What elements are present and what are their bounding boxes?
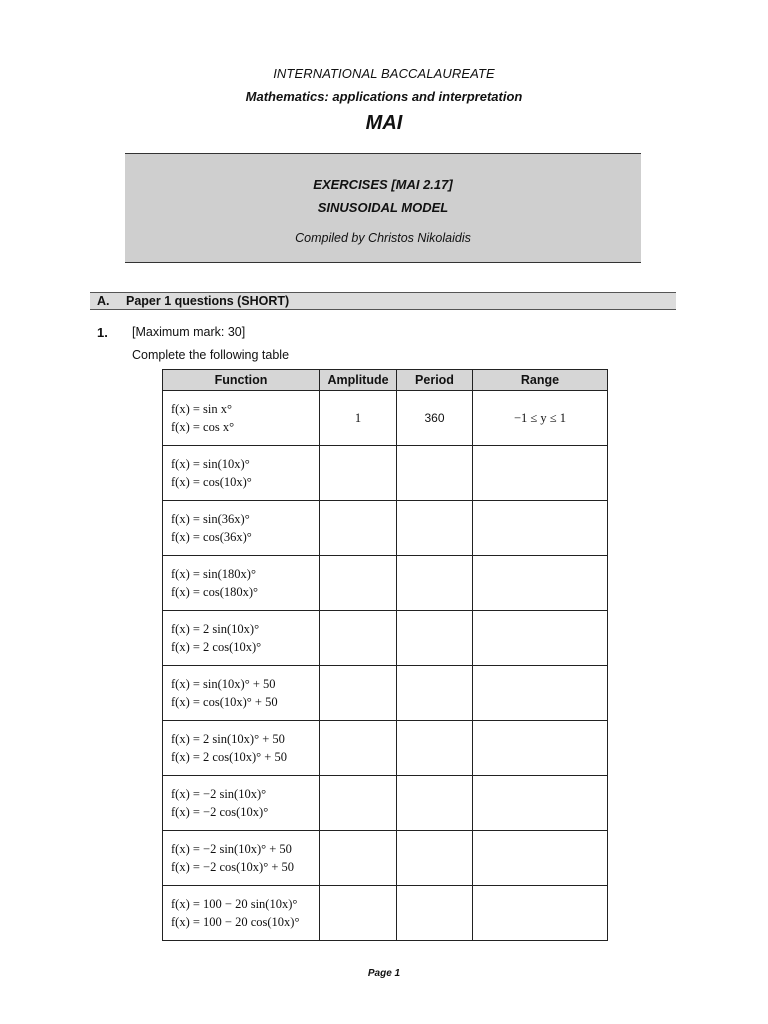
- amplitude-cell[interactable]: [320, 556, 397, 611]
- function-cell: [163, 721, 320, 776]
- function-cell: [163, 831, 320, 886]
- exercise-table: [162, 369, 608, 941]
- cosine-function: f(x) = cos x°: [171, 420, 235, 434]
- amplitude-cell[interactable]: [320, 721, 397, 776]
- exercises-title: EXERCISES [MAI 2.17]: [313, 177, 453, 192]
- function-cell: [163, 391, 320, 446]
- range-cell[interactable]: [473, 886, 608, 941]
- period-cell[interactable]: [397, 776, 473, 831]
- table-header-row: [163, 370, 608, 391]
- table-row: [163, 886, 608, 941]
- table-row: [163, 776, 608, 831]
- amplitude-cell[interactable]: [320, 611, 397, 666]
- function-cell: [163, 501, 320, 556]
- header-amplitude: Amplitude: [320, 370, 397, 391]
- period-cell[interactable]: [397, 831, 473, 886]
- page-number: Page 1: [367, 968, 401, 979]
- sine-function: f(x) = sin(10x)°: [171, 457, 250, 471]
- range-cell[interactable]: [473, 501, 608, 556]
- sine-function: f(x) = sin(180x)°: [171, 567, 256, 581]
- cosine-function: f(x) = cos(10x)° + 50: [171, 695, 278, 709]
- section-header: [90, 292, 676, 310]
- function-cell: [163, 666, 320, 721]
- function-cell: [163, 556, 320, 611]
- sine-function: f(x) = 2 sin(10x)°: [171, 622, 260, 636]
- question-number: 1.: [97, 325, 108, 340]
- header-period: Period: [397, 370, 473, 391]
- cosine-function: f(x) = 2 cos(10x)° + 50: [171, 750, 287, 764]
- organization-title: INTERNATIONAL BACCALAUREATE: [273, 66, 495, 81]
- function-cell: [163, 886, 320, 941]
- function-cell: [163, 776, 320, 831]
- table-row: [163, 391, 608, 446]
- sine-function: f(x) = sin(10x)° + 50: [171, 677, 276, 691]
- sine-function: f(x) = 2 sin(10x)° + 50: [171, 732, 285, 746]
- course-code: MAI: [365, 112, 403, 134]
- period-cell[interactable]: [397, 611, 473, 666]
- range-cell[interactable]: [473, 776, 608, 831]
- sine-function: f(x) = 100 − 20 sin(10x)°: [171, 897, 298, 911]
- cosine-function: f(x) = −2 cos(10x)° + 50: [171, 860, 294, 874]
- amplitude-cell[interactable]: [320, 446, 397, 501]
- section-letter: A.: [97, 294, 110, 308]
- function-cell: [163, 446, 320, 501]
- header-range: Range: [473, 370, 608, 391]
- header-function: Function: [163, 370, 320, 391]
- subject-title: Mathematics: applications and interpretation: [245, 89, 523, 104]
- period-cell[interactable]: [397, 501, 473, 556]
- cosine-function: f(x) = cos(10x)°: [171, 475, 252, 489]
- table-row: [163, 666, 608, 721]
- range-cell[interactable]: [473, 831, 608, 886]
- compiled-by: Compiled by Christos Nikolaidis: [295, 231, 471, 245]
- question-instruction: Complete the following table: [132, 348, 290, 362]
- amplitude-cell[interactable]: [320, 666, 397, 721]
- period-cell: 360: [397, 391, 473, 446]
- amplitude-cell: 1: [320, 391, 397, 446]
- period-cell[interactable]: [397, 666, 473, 721]
- range-cell[interactable]: [473, 446, 608, 501]
- table-row: [163, 611, 608, 666]
- period-cell[interactable]: [397, 556, 473, 611]
- amplitude-cell[interactable]: [320, 886, 397, 941]
- sine-function: f(x) = −2 sin(10x)°: [171, 787, 267, 801]
- cosine-function: f(x) = cos(36x)°: [171, 530, 252, 544]
- cosine-function: f(x) = 100 − 20 cos(10x)°: [171, 915, 300, 929]
- topic-title: SINUSOIDAL MODEL: [317, 200, 449, 215]
- sine-function: f(x) = sin(36x)°: [171, 512, 250, 526]
- amplitude-cell[interactable]: [320, 501, 397, 556]
- table-row: [163, 556, 608, 611]
- range-cell[interactable]: [473, 611, 608, 666]
- period-cell[interactable]: [397, 886, 473, 941]
- question-max-mark: [Maximum mark: 30]: [132, 325, 246, 339]
- section-title: Paper 1 questions (SHORT): [126, 294, 290, 308]
- range-cell[interactable]: [473, 666, 608, 721]
- sine-function: f(x) = sin x°: [171, 402, 232, 416]
- table-row: [163, 446, 608, 501]
- amplitude-cell[interactable]: [320, 831, 397, 886]
- cosine-function: f(x) = −2 cos(10x)°: [171, 805, 269, 819]
- period-cell[interactable]: [397, 721, 473, 776]
- table-row: [163, 721, 608, 776]
- range-cell: −1 ≤ y ≤ 1: [473, 391, 608, 446]
- range-cell[interactable]: [473, 556, 608, 611]
- title-box: [125, 153, 641, 263]
- amplitude-cell[interactable]: [320, 776, 397, 831]
- period-cell[interactable]: [397, 446, 473, 501]
- cosine-function: f(x) = 2 cos(10x)°: [171, 640, 262, 654]
- range-cell[interactable]: [473, 721, 608, 776]
- table-row: [163, 501, 608, 556]
- cosine-function: f(x) = cos(180x)°: [171, 585, 259, 599]
- table-row: [163, 831, 608, 886]
- sine-function: f(x) = −2 sin(10x)° + 50: [171, 842, 292, 856]
- function-cell: [163, 611, 320, 666]
